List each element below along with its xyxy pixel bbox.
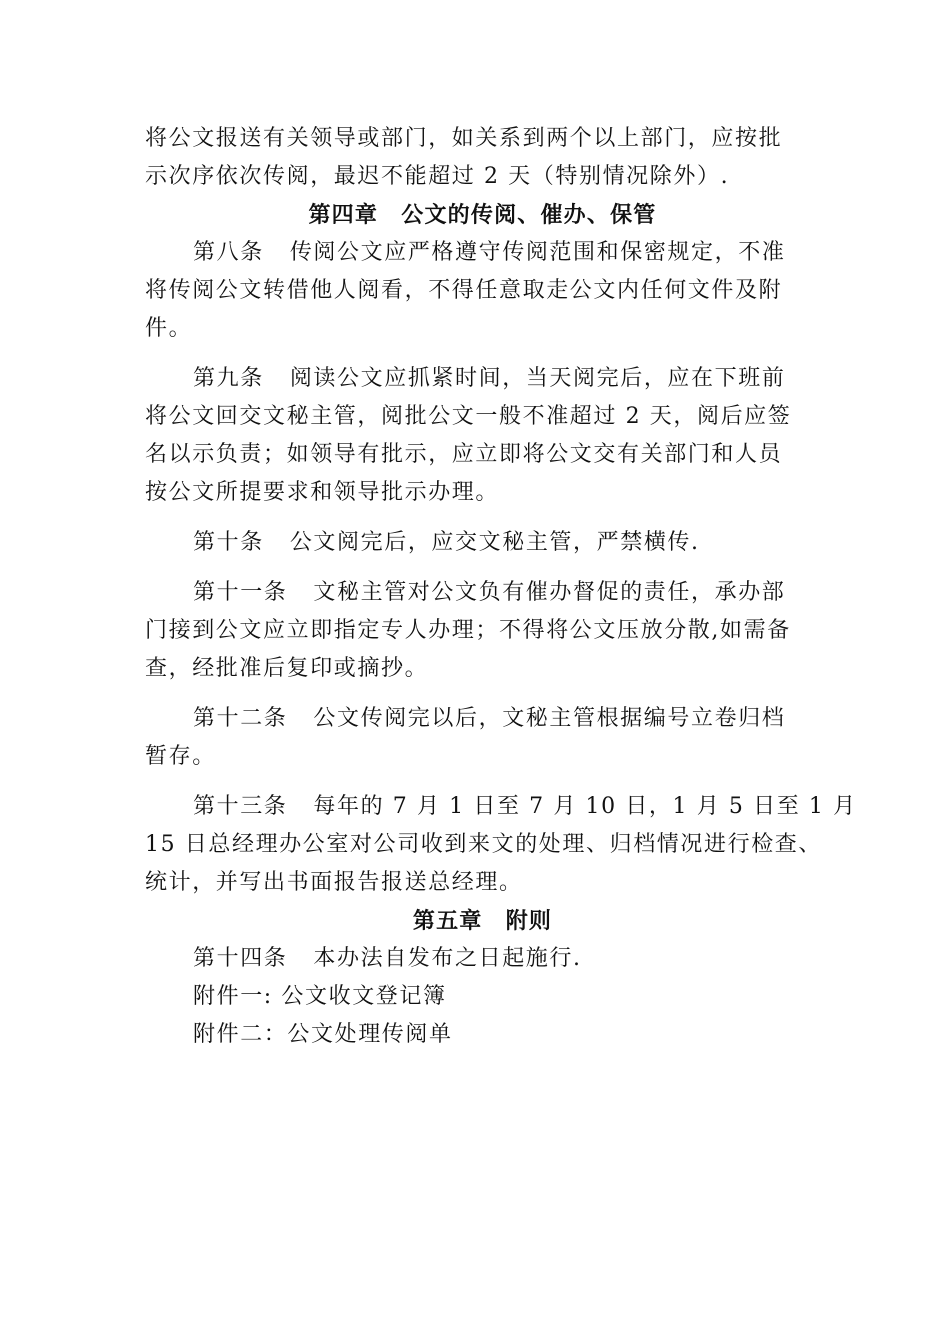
- article-9-line-3: 名以示负责；如领导有批示，应立即将公文交有关部门和人员: [145, 442, 783, 467]
- chapter-4-heading: 第四章 公文的传阅、催办、保管: [308, 202, 657, 228]
- continuation-line-1: 将公文报送有关领导或部门，如关系到两个以上部门，应按批: [145, 126, 783, 151]
- article-13-text-1: 每年的 7 月 1 日至 7 月 10 日，1 月 5 日至 1 月: [313, 794, 857, 819]
- article-10-label: 第十条: [193, 530, 264, 555]
- article-12-line-1: [145, 700, 820, 738]
- article-12-line-2: 暂存。: [145, 744, 216, 769]
- article-13-line-2: 15 日总经理办公室对公司收到来文的处理、归档情况进行检查、: [145, 832, 822, 857]
- article-11-line-2: 门接到公文应立即指定专人办理；不得将公文压放分散,如需备: [145, 618, 791, 643]
- article-14-text-1: 本办法自发布之日起施行.: [313, 946, 582, 971]
- continuation-line-2: 示次序依次传阅，最迟不能超过 2 天（特别情况除外）.: [145, 164, 730, 189]
- article-13-line-1: [145, 788, 857, 826]
- article-8-line-1: [145, 234, 820, 272]
- article-14-label: 第十四条: [193, 946, 288, 971]
- article-8-line-3: 件。: [145, 316, 193, 341]
- article-14-line-1: [145, 940, 820, 978]
- article-9: [145, 360, 820, 512]
- article-9-line-1: [145, 360, 820, 398]
- article-13-label: 第十三条: [193, 794, 288, 819]
- attachment-2: 附件二：公文处理传阅单: [193, 1022, 453, 1047]
- document-page: [145, 120, 857, 1054]
- article-9-text-1: 阅读公文应抓紧时间，当天阅完后，应在下班前: [289, 366, 786, 391]
- article-9-line-2: 将公文回交文秘主管，阅批公文一般不准超过 2 天，阅后应签: [145, 404, 792, 429]
- article-8-line-2: 将传阅公文转借他人阅看，不得任意取走公文内任何文件及附: [145, 278, 783, 303]
- article-12: [145, 700, 820, 776]
- article-10-text-1: 公文阅完后，应交文秘主管，严禁横传.: [289, 530, 700, 555]
- article-11-label: 第十一条: [193, 580, 288, 605]
- article-11-text-1: 文秘主管对公文负有催办督促的责任，承办部: [313, 580, 786, 605]
- article-8-text-1: 传阅公文应严格遵守传阅范围和保密规定，不准: [289, 240, 786, 265]
- article-13: [145, 788, 857, 902]
- article-9-line-4: 按公文所提要求和领导批示办理。: [145, 480, 500, 505]
- attachment-1: 附件一: 公文收文登记簿: [193, 984, 447, 1009]
- article-10-line-1: [145, 524, 820, 562]
- article-11-line-3: 查，经批准后复印或摘抄。: [145, 656, 429, 681]
- chapter-5-heading: 第五章 附则: [412, 908, 553, 934]
- article-11-line-1: [145, 574, 820, 612]
- article-12-text-1: 公文传阅完以后，文秘主管根据编号立卷归档: [313, 706, 786, 731]
- article-11: [145, 574, 820, 688]
- article-8-label: 第八条: [193, 240, 264, 265]
- article-10: [145, 524, 820, 562]
- article-13-line-3: 统计，并写出书面报告报送总经理。: [145, 870, 523, 895]
- article-9-label: 第九条: [193, 366, 264, 391]
- article-14: [145, 940, 820, 978]
- article-8: [145, 234, 820, 348]
- article-12-label: 第十二条: [193, 706, 288, 731]
